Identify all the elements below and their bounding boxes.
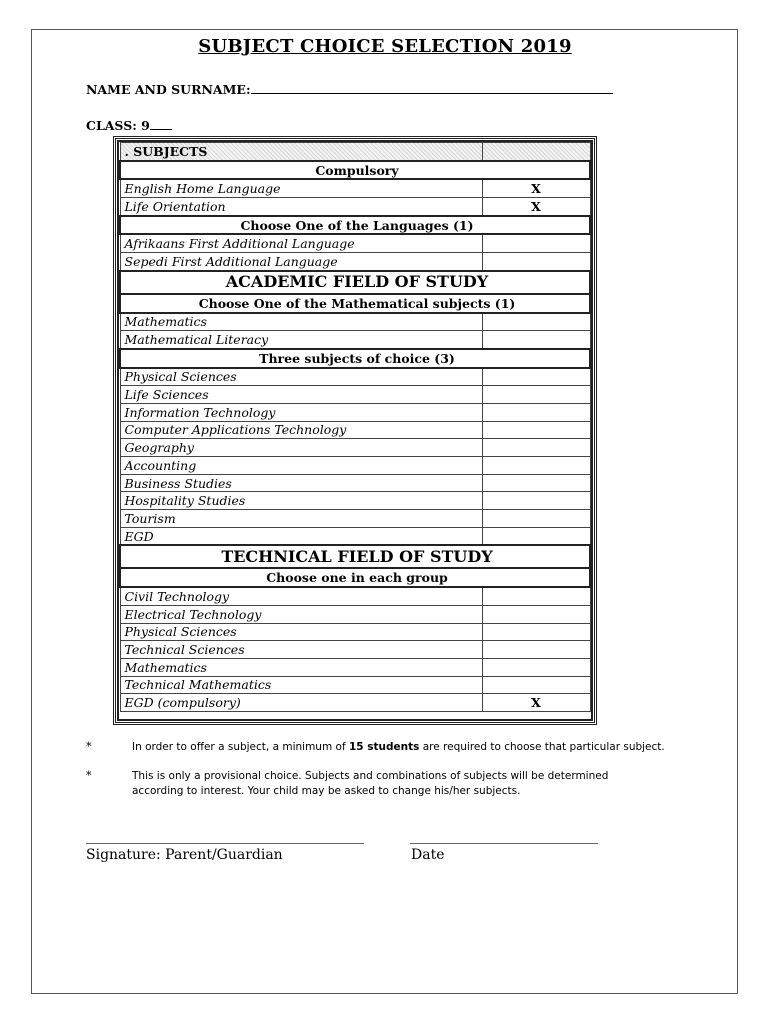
class-field: [86, 118, 172, 133]
table-row: [120, 253, 590, 271]
subject-name: Physical Sciences: [120, 623, 482, 641]
table-row: [120, 421, 590, 439]
subject-choice-cell[interactable]: [482, 234, 590, 252]
subject-name: Life Sciences: [120, 386, 482, 404]
note2-line2: according to interest. Your child may be asked to change his/her subjects.: [132, 785, 521, 797]
subject-name: Life Orientation: [120, 198, 482, 216]
table-header-row: [120, 143, 590, 161]
note2-line1: This is only a provisional choice. Subjects and combinations of subjects will be determined: [132, 770, 609, 782]
table-row: [120, 368, 590, 386]
table-row: [120, 587, 590, 605]
subject-name: Computer Applications Technology: [120, 421, 482, 439]
subject-choice-cell[interactable]: X: [482, 179, 590, 197]
subject-name: Afrikaans First Additional Language: [120, 234, 482, 252]
subject-name: Tourism: [120, 510, 482, 528]
section-heading: [120, 216, 590, 235]
subjects-header: . SUBJECTS: [120, 143, 482, 161]
section-heading: [120, 294, 590, 313]
note1-text-bold: 15 students: [348, 741, 420, 753]
subject-name: EGD (compulsory): [120, 694, 482, 712]
section-label: Three subjects of choice (3): [120, 349, 590, 368]
field-of-study-heading: [120, 545, 590, 568]
section-label: TECHNICAL FIELD OF STUDY: [120, 545, 590, 568]
parent-signature-label: Signature: Parent/Guardian: [86, 847, 283, 863]
section-heading: [120, 568, 590, 587]
table-row: [120, 676, 590, 694]
class-label: CLASS: 9: [86, 118, 150, 133]
name-surname-field: [86, 82, 613, 97]
name-label: NAME AND SURNAME:: [86, 82, 251, 97]
subject-choice-cell[interactable]: [482, 403, 590, 421]
section-heading: [120, 161, 590, 180]
subject-name: Electrical Technology: [120, 605, 482, 623]
section-label: ACADEMIC FIELD OF STUDY: [120, 271, 590, 294]
subject-name: Civil Technology: [120, 587, 482, 605]
table-row: [120, 641, 590, 659]
note1-text-post: are required to choose that particular subject.: [419, 741, 665, 753]
subject-choice-cell[interactable]: [482, 587, 590, 605]
subject-name: EGD: [120, 527, 482, 545]
table-row: [120, 386, 590, 404]
form-title: SUBJECT CHOICE SELECTION 2019: [198, 36, 572, 57]
table-row: [120, 694, 590, 712]
note1-bullet: *: [86, 740, 92, 753]
subject-choice-cell[interactable]: [482, 527, 590, 545]
mark-header: [482, 143, 590, 161]
table-row: [120, 457, 590, 475]
date-label: Date: [411, 847, 445, 863]
table-row: [120, 439, 590, 457]
subject-name: Hospitality Studies: [120, 492, 482, 510]
subject-name: Sepedi First Additional Language: [120, 253, 482, 271]
subject-choice-cell[interactable]: [482, 658, 590, 676]
subject-choice-cell[interactable]: [482, 492, 590, 510]
subject-choice-cell[interactable]: [482, 474, 590, 492]
subject-choice-cell[interactable]: [482, 676, 590, 694]
subject-choice-cell[interactable]: [482, 623, 590, 641]
field-of-study-heading: [120, 271, 590, 294]
subjects-table-frame: [113, 136, 597, 725]
subject-choice-cell[interactable]: [482, 313, 590, 331]
subject-choice-cell[interactable]: X: [482, 694, 590, 712]
subject-choice-cell[interactable]: [482, 421, 590, 439]
subject-choice-cell[interactable]: [482, 439, 590, 457]
table-row: [120, 623, 590, 641]
table-row: [120, 313, 590, 331]
table-row: [120, 492, 590, 510]
subject-choice-cell[interactable]: X: [482, 198, 590, 216]
table-row: [120, 474, 590, 492]
subject-name: Technical Mathematics: [120, 676, 482, 694]
subject-name: Geography: [120, 439, 482, 457]
note1-text-pre: In order to offer a subject, a minimum of: [132, 741, 349, 753]
subject-name: Accounting: [120, 457, 482, 475]
subject-name: Mathematical Literacy: [120, 331, 482, 349]
subject-name: Mathematics: [120, 658, 482, 676]
parent-signature-line[interactable]: [86, 843, 364, 844]
class-input-line[interactable]: [150, 118, 172, 130]
subject-name: Business Studies: [120, 474, 482, 492]
date-line[interactable]: [410, 843, 598, 844]
subject-choice-cell[interactable]: [482, 510, 590, 528]
subject-choice-cell[interactable]: [482, 368, 590, 386]
note-min-students: [132, 740, 732, 755]
subject-name: English Home Language: [120, 179, 482, 197]
section-label: Choose One of the Languages (1): [120, 216, 590, 235]
table-row: [120, 179, 590, 197]
subject-choice-cell[interactable]: [482, 641, 590, 659]
section-label: Choose one in each group: [120, 568, 590, 587]
table-row: [120, 331, 590, 349]
subject-choice-cell[interactable]: [482, 605, 590, 623]
subject-name: Mathematics: [120, 313, 482, 331]
table-row: [120, 234, 590, 252]
subject-name: Technical Sciences: [120, 641, 482, 659]
section-heading: [120, 349, 590, 368]
table-row: [120, 605, 590, 623]
section-label: Choose One of the Mathematical subjects (1): [120, 294, 590, 313]
subject-name: Information Technology: [120, 403, 482, 421]
note2-bullet: *: [86, 769, 92, 782]
subjects-table: [119, 142, 591, 712]
table-row: [120, 658, 590, 676]
table-row: [120, 198, 590, 216]
section-label: Compulsory: [120, 161, 590, 180]
name-input-line[interactable]: [251, 82, 613, 94]
note-provisional: [132, 769, 732, 799]
subject-name: Physical Sciences: [120, 368, 482, 386]
subject-choice-cell[interactable]: [482, 253, 590, 271]
table-row: [120, 510, 590, 528]
subject-choice-cell[interactable]: [482, 457, 590, 475]
table-row: [120, 403, 590, 421]
subject-choice-cell[interactable]: [482, 331, 590, 349]
table-row: [120, 527, 590, 545]
subject-choice-cell[interactable]: [482, 386, 590, 404]
